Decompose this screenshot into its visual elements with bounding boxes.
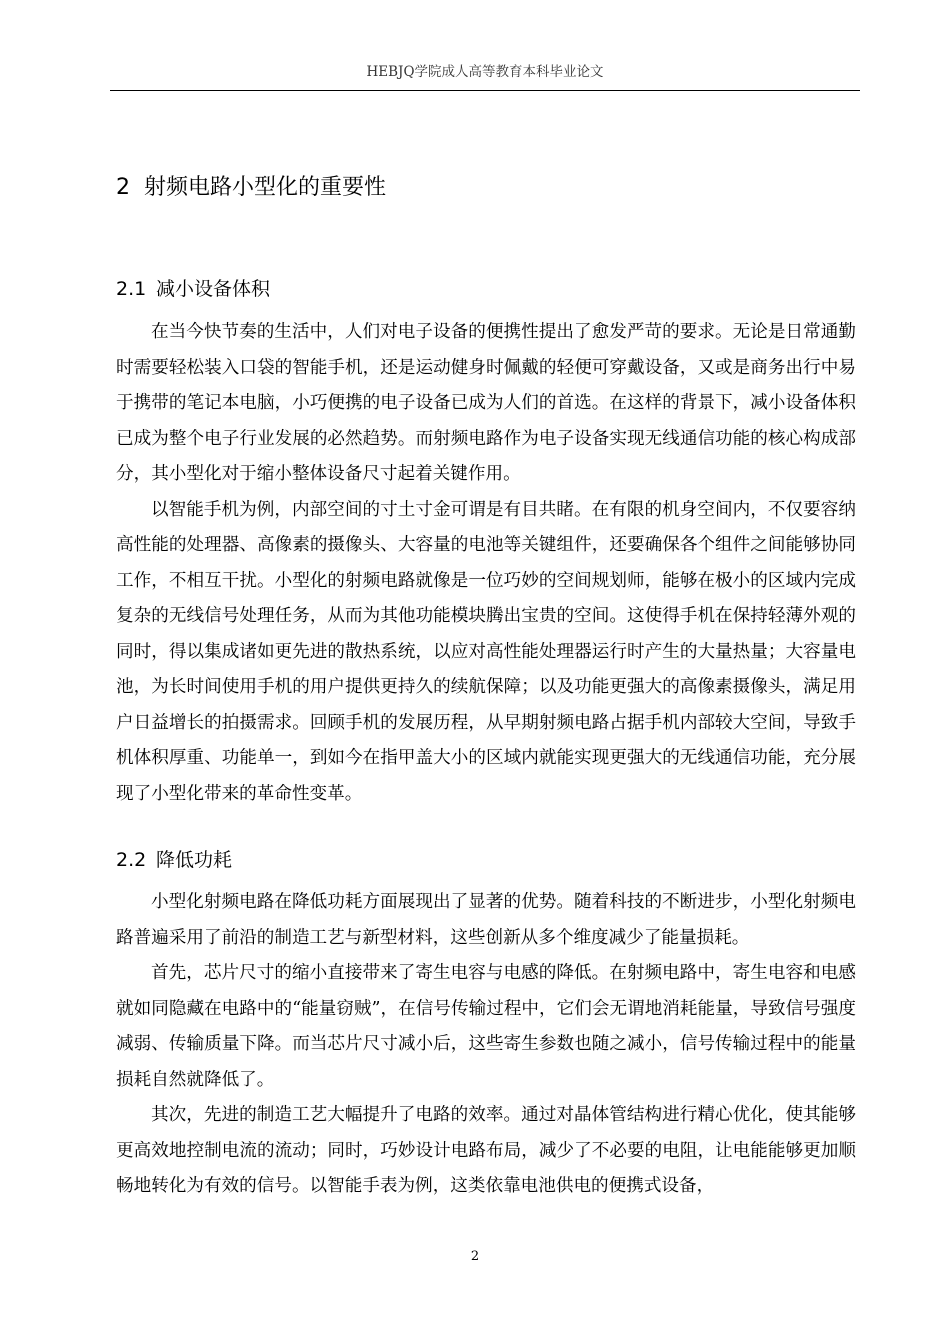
section-heading-2-2: [116, 845, 232, 875]
section-body-2-1: [116, 315, 856, 812]
chapter-title-text: 射频电路小型化的重要性: [144, 175, 387, 200]
section-number: 2.1: [116, 278, 147, 300]
paragraph: 在当今快节奏的生活中，人们对电子设备的便携性提出了愈发严苛的要求。无论是日常通勤时需要轻松装入口袋的智能手机，还是运动健身时佩戴的轻便可穿戴设备，又或是商务出行中易于携带的笔记本电脑，小巧便携的电子设备已成为人们的首选。在这样的背景下，减小设备体积已成为整个电子行业发展的必然趋势。而射频电路作为电子设备实现无线通信功能的核心构成部分，其小型化对于缩小整体设备尺寸起着关键作用。: [116, 322, 856, 484]
chapter-number: 2: [116, 175, 130, 200]
section-body-2-2: [116, 885, 856, 1205]
section-title-text: 减小设备体积: [156, 278, 271, 300]
chapter-title: [116, 170, 386, 206]
section-number: 2.2: [116, 849, 147, 871]
paragraph: 小型化射频电路在降低功耗方面展现出了显著的优势。随着科技的不断进步，小型化射频电路普遍采用了前沿的制造工艺与新型材料，这些创新从多个维度减少了能量损耗。: [116, 892, 856, 948]
paragraph: 首先，芯片尺寸的缩小直接带来了寄生电容与电感的降低。在射频电路中，寄生电容和电感就如同隐藏在电路中的“能量窃贼”，在信号传输过程中，它们会无谓地消耗能量，导致信号强度减弱、传输质量下降。而当芯片尺寸减小后，这些寄生参数也随之减小，信号传输过程中的能量损耗自然就降低了。: [116, 963, 856, 1090]
page-number: 2: [470, 1249, 480, 1264]
section-title-text: 降低功耗: [156, 849, 233, 871]
paragraph: 其次，先进的制造工艺大幅提升了电路的效率。通过对晶体管结构进行精心优化，使其能够更高效地控制电流的流动；同时，巧妙设计电路布局，减少了不必要的电阻，让电能能够更加顺畅地转化为有效的信号。以智能手表为例，这类依靠电池供电的便携式设备，: [116, 1105, 856, 1196]
header-rule: [110, 90, 860, 91]
running-header: HEBJQ学院成人高等教育本科毕业论文: [366, 64, 604, 80]
section-heading-2-1: [116, 274, 270, 304]
paragraph: 以智能手机为例，内部空间的寸土寸金可谓是有目共睹。在有限的机身空间内，不仅要容纳高性能的处理器、高像素的摄像头、大容量的电池等关键组件，还要确保各个组件之间能够协同工作，不相互干扰。小型化的射频电路就像是一位巧妙的空间规划师，能够在极小的区域内完成复杂的无线信号处理任务，从而为其他功能模块腾出宝贵的空间。这使得手机在保持轻薄外观的同时，得以集成诸如更先进的散热系统，以应对高性能处理器运行时产生的大量热量；大容量电池，为长时间使用手机的用户提供更持久的续航保障；以及功能更强大的高像素摄像头，满足用户日益增长的拍摄需求。回顾手机的发展历程，从早期射频电路占据手机内部较大空间，导致手机体积厚重、功能单一，到如今在指甲盖大小的区域内就能实现更强大的无线通信功能，充分展现了小型化带来的革命性变革。: [116, 499, 856, 804]
